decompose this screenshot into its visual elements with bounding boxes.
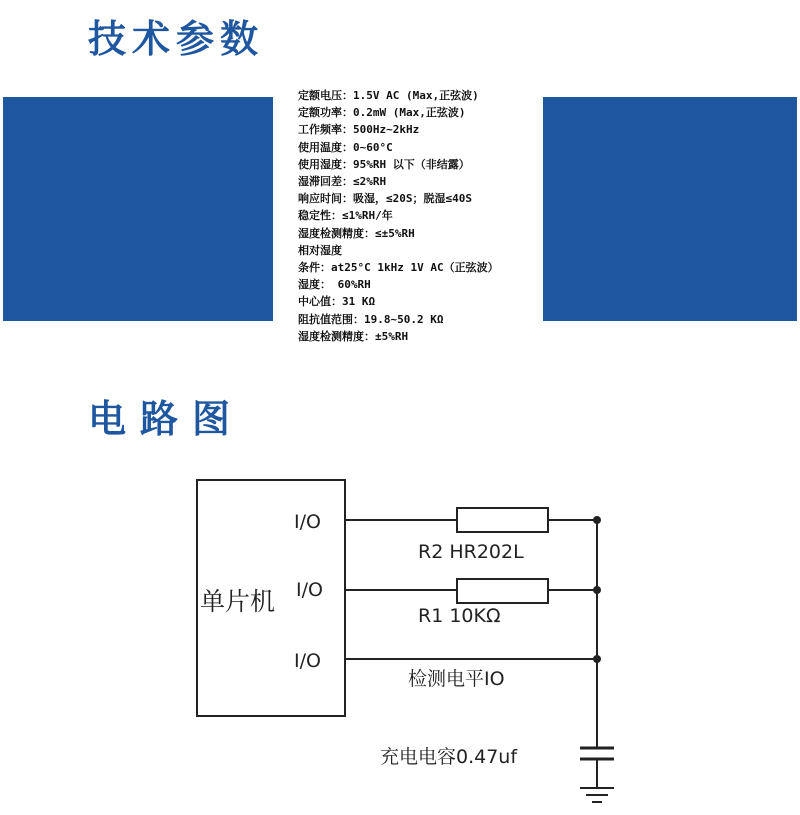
junction-dot: [593, 655, 601, 663]
spec-item: 相对湿度: [298, 243, 342, 257]
spec-item: 定额功率：0.2mW (Max,正弦波): [298, 106, 466, 120]
capacitor-label: 充电电容0.47uf: [380, 746, 518, 768]
spec-item: 响应时间：吸湿，≤20S；脱湿≤40S: [298, 192, 472, 206]
spec-item: 定额电压：1.5V AC (Max,正弦波): [298, 89, 479, 102]
spec-item: 阻抗值范围：19.8~50.2 KΩ: [298, 312, 444, 326]
spec-list: [298, 87, 538, 345]
r1-label: R1 10KΩ: [418, 605, 501, 627]
spec-item: 工作频率：500Hz~2kHz: [298, 123, 420, 137]
circuit-diagram: [0, 470, 800, 815]
mcu-label: 单片机: [200, 587, 276, 616]
right-blue-block: [543, 97, 797, 321]
spec-item: 使用湿度：95%RH 以下（非结露）: [298, 157, 470, 171]
spec-item: 湿度检测精度：±5%RH: [298, 329, 409, 343]
resistor-r2: [457, 508, 548, 532]
junction-dot: [593, 516, 601, 524]
io-label-1: I/O: [294, 511, 321, 533]
circuit-heading: 电路图: [88, 397, 245, 441]
io3-label: 检测电平IO: [408, 668, 505, 690]
spec-item: 条件：at25°C 1kHz 1V AC（正弦波）: [298, 261, 499, 275]
spec-item: 湿度： 60%RH: [298, 278, 371, 292]
spec-item: 稳定性：≤1%RH/年: [298, 209, 393, 223]
io-label-3: I/O: [294, 650, 321, 672]
r2-label: R2 HR202L: [418, 541, 524, 563]
io-label-2: I/O: [296, 579, 323, 601]
left-blue-block: [3, 97, 273, 321]
spec-heading: 技术参数: [88, 17, 265, 61]
spec-item: 中心值：31 KΩ: [298, 295, 376, 309]
spec-item: 使用温度：0~60°C: [298, 140, 393, 154]
spec-item: 湿滞回差：≤2%RH: [298, 175, 387, 189]
resistor-r1: [457, 579, 548, 603]
spec-item: 湿度检测精度：≤±5%RH: [298, 226, 415, 240]
junction-dot: [593, 586, 601, 594]
